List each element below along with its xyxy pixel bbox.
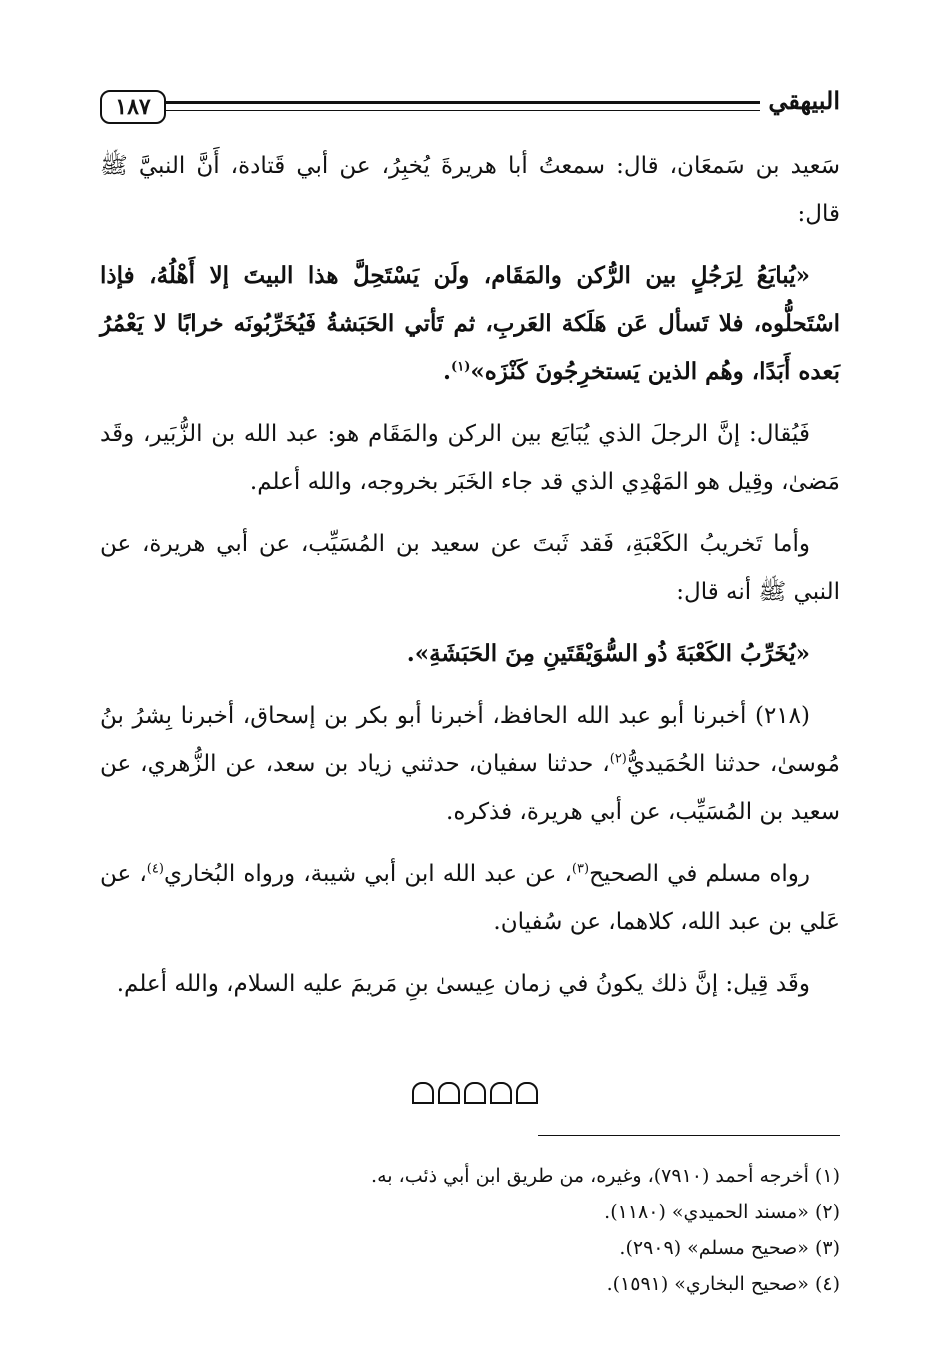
isnad-text-b: ، حدثنا سفيان، حدثني زياد بن سعد، عن الزُّهري، عن سعيد بن المُسَيِّب، عن أبي هريرة، فذكره. (100, 751, 840, 825)
paragraph-8: وقَد قِيل: إنَّ ذلك يكونُ في زمان عِيسىٰ بنِ مَريمَ عليه السلام، والله أعلم. (116, 971, 810, 997)
riwaya-text-c: ، عن عَلي بن عبد الله، كلاهما، عن سُفيان. (100, 861, 840, 935)
paragraph-7 (100, 850, 840, 946)
main-text (100, 142, 840, 1022)
footnote-ref-1: (١) (451, 359, 471, 375)
riwaya-text-b: ، عن عبد الله ابن أبي شيبة، ورواه البُخاري (163, 861, 572, 887)
ornament-arch (516, 1082, 538, 1104)
paragraph-3: فَيُقال: إنَّ الرجلَ الذي يُبَايَع بين الركن والمَقَام هو: عبد الله بن الزُّبَير، وقَد مَضىٰ، وقِيل هو المَهْدِي الذي قد جاء الخَبَر بخروجه، والله أعلم. (100, 421, 840, 495)
riwaya-text-a: رواه مسلم في الصحيح (589, 861, 810, 887)
hadith-paragraph-2: «يُخَرِّبُ الكَعْبَةَ ذُو السُّوَيْقَتَينِ مِنَ الحَبَشَةِ». (406, 640, 810, 667)
paragraph-6 (100, 692, 840, 836)
page-header (100, 84, 840, 128)
footnote-item: (٤) «صحيح البخاري» (١٥٩١). (606, 1273, 840, 1295)
header-rule (164, 101, 760, 111)
isnad-text-a: (٢١٨) أخبرنا أبو عبد الله الحافظ، أخبرنا أبو بكر بن إسحاق، أخبرنا بِشرُ بنُ مُوسىٰ، حدثنا الحُمَيديُّ (100, 703, 840, 777)
footnote-item: (٢) «مسند الحميدي» (١١٨٠). (604, 1201, 840, 1223)
hadith-text-1: «يُبايَعُ لِرَجُلٍ بين الرُّكن والمَقَام، ولَن يَسْتَحِلَّ هذا البيتَ إلا أَهْلُهُ، فإذا اسْتَحلُّوه، فلا تَسأل عَن هَلَكة العَربِ، ثم تَأتي الحَبَشةُ فَيُخَرِّبُونَه خرابًا لا يَعْمُرُ بَعده أَبَدًا، وهُم الذين يَستخرِجُونَ كَنْزَه» (100, 262, 840, 385)
hadith-end-1: . (443, 358, 452, 385)
ornament-arch (438, 1082, 460, 1104)
footnote-ref-4: (٤) (146, 861, 164, 877)
paragraph-4: وأما تَخريبُ الكَعْبَةِ، فَقد ثَبتَ عن سعيد بن المُسَيِّب، عن أبي هريرة، عن النبي ﷺ أنه قال: (100, 531, 840, 605)
ornament-arch (412, 1082, 434, 1104)
footnote-ref-3: (٣) (571, 861, 590, 877)
footnote-item: (٣) «صحيح مسلم» (٢٩٠٩). (619, 1237, 840, 1259)
ornament-arch (464, 1082, 486, 1104)
footnote-ref-2: (٢) (609, 751, 627, 767)
footnotes (100, 1158, 840, 1302)
paragraph-1: سَعيد بن سَمعَان، قال: سمعتُ أبا هريرةَ يُخبِرُ، عن أبي قَتادة، أَنَّ النبيَّ ﷺ قال: (100, 153, 840, 227)
footnote-item: (١) أخرجه أحمد (٧٩١٠)، وغيره، من طريق ابن أبي ذئب، به. (371, 1165, 840, 1187)
hadith-paragraph-1 (100, 252, 840, 396)
ornament-arch (490, 1082, 512, 1104)
section-separator-ornament (0, 1082, 950, 1104)
running-title: البيهقي (768, 86, 840, 115)
page-number: ١٨٧ (100, 90, 166, 124)
footnote-divider (538, 1135, 840, 1136)
